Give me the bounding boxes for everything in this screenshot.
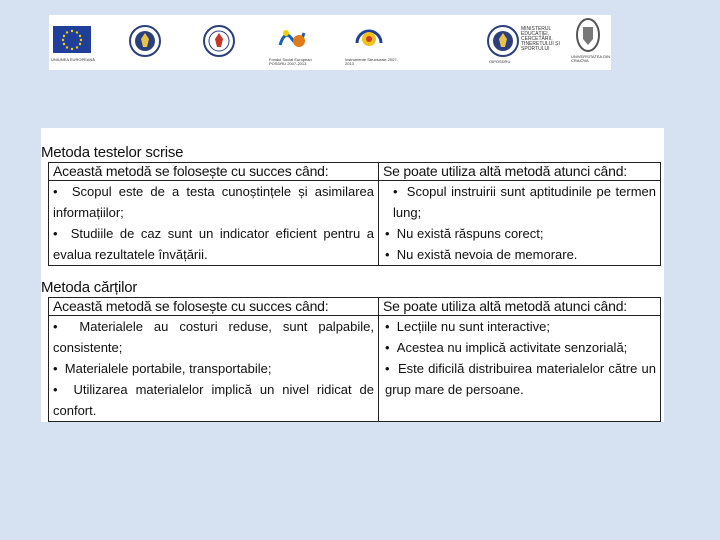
university-caption: UNIVERSITATEA DIN CRAIOVA [571, 54, 610, 63]
list-item: • Scopul instruirii sunt aptitudinile pe termen lung; [383, 181, 656, 223]
university-crest-icon [575, 17, 601, 53]
list-item: • Nu există răspuns corect; [383, 223, 656, 244]
right-column-cell [379, 316, 661, 422]
list-item: • Materialele au costuri reduse, sunt palpabile, consistente; [53, 316, 374, 358]
list-item: • Utilizarea materialelor implică un nivel ridicat de confort. [53, 379, 374, 421]
left-column-cell [49, 181, 379, 266]
ministry-text: MINISTERUL EDUCAȚIEI, CERCETĂRII, TINERETULUI ȘI SPORTULUI [521, 26, 560, 52]
list-item: • Materialele portabile, transportabile; [53, 358, 374, 379]
section-title-books: Metoda cărților [41, 279, 138, 296]
right-column-header: Se poate utiliza altă metodă atunci când: [379, 298, 661, 316]
left-column-header: Această metodă se folosește cu succes când: [49, 163, 379, 181]
ministry-seal-icon [203, 25, 235, 57]
logo-bar [49, 15, 611, 70]
document-content [41, 128, 664, 422]
government-seal-icon [129, 25, 161, 57]
oiposdru-caption: OIPOSDRU [489, 59, 511, 64]
fse-caption: Fondul Social European POSDRU 2007-2013 [269, 57, 312, 66]
list-item: • Scopul este de a testa cunoștințele și asimilarea informațiilor; [53, 181, 374, 223]
list-item: • Lecțiile nu sunt interactive; [383, 316, 656, 337]
right-column-header: Se poate utiliza altă metodă atunci când: [379, 163, 661, 181]
methods-table-written-tests [48, 162, 661, 266]
structural-caption: Instrumente Structurale 2007-2013 [345, 57, 398, 66]
right-column-cell [379, 181, 661, 266]
eu-caption: UNIUNEA EUROPEANĂ [51, 57, 96, 62]
left-column-header: Această metodă se folosește cu succes când: [49, 298, 379, 316]
list-item: • Acestea nu implică activitate senzorială; [383, 337, 656, 358]
list-item: • Studiile de caz sunt un indicator eficient pentru a evalua rezultatele învățării. [53, 223, 374, 265]
left-column-cell [49, 316, 379, 422]
methods-table-books [48, 297, 661, 422]
list-item: • Nu există nevoia de memorare. [383, 244, 656, 265]
eu-flag-icon [53, 26, 91, 53]
section-title-written-tests: Metoda testelor scrise [41, 144, 184, 161]
fse-logo-icon [277, 25, 307, 53]
education-ministry-seal-icon [487, 25, 519, 57]
structural-instruments-icon [353, 25, 385, 53]
list-item: • Este dificilă distribuirea materialelor către un grup mare de persoane. [383, 358, 656, 400]
